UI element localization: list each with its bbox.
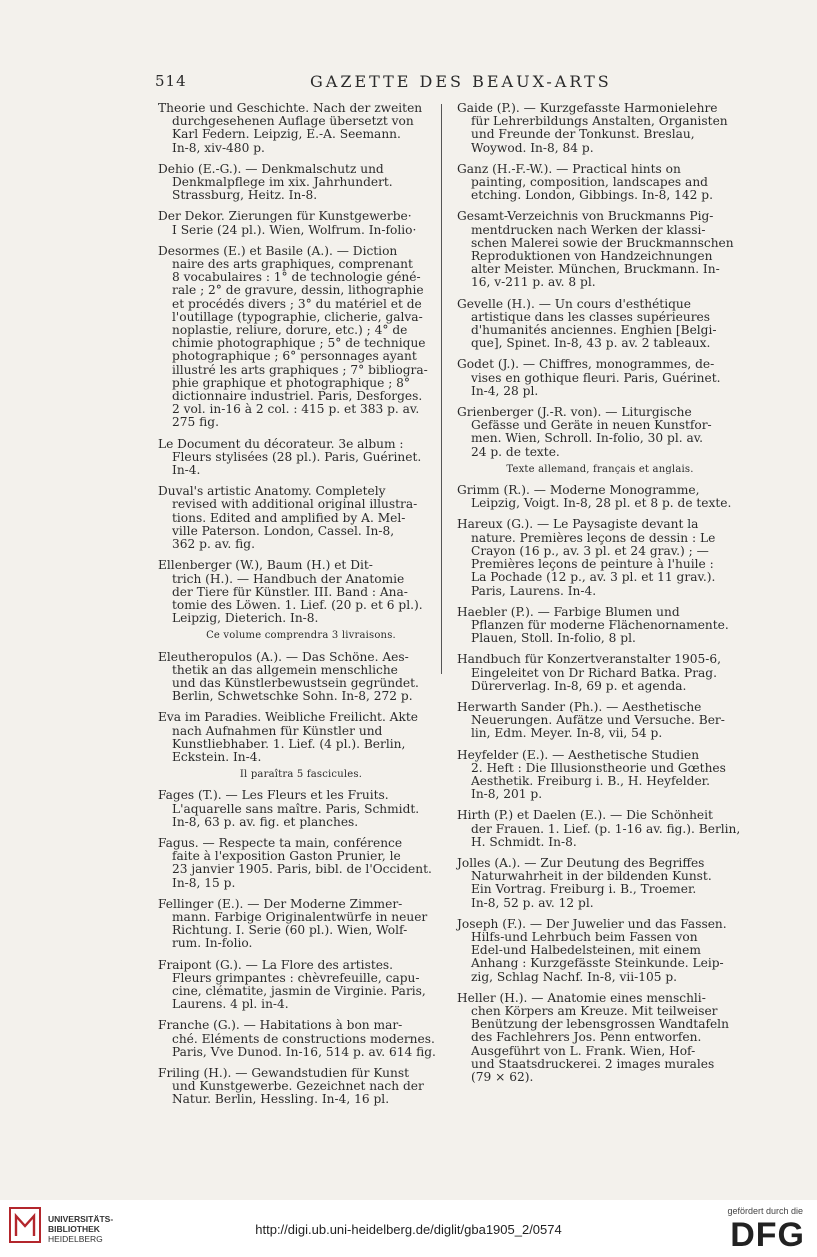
entry-line: schen Malerei sowie der Bruckmannschen	[471, 235, 734, 250]
entry-line: painting, composition, landscapes and	[471, 175, 708, 190]
bibliography-entry	[158, 438, 444, 478]
entry-line: Heller (H.). — Anatomie eines menschli-	[457, 990, 706, 1005]
entry-line: chimie photographique ; 5° de technique	[172, 336, 426, 351]
bibliography-entry	[457, 918, 743, 984]
funding-label: gefördert durch die	[727, 1206, 803, 1216]
entry-line: Eckstein. In-4.	[172, 749, 262, 764]
entry-line: chen Körpers am Kreuze. Mit teilweiser	[471, 1003, 718, 1018]
bibliography-entry	[158, 1067, 444, 1107]
left-column	[158, 102, 444, 1115]
entry-line: Ein Vortrag. Freiburg i. B., Troemer.	[471, 882, 697, 897]
entry-line: noplastie, reliure, dorure, etc.) ; 4° de	[172, 323, 408, 338]
entry-line: Reproduktionen von Handzeichnungen	[471, 249, 713, 264]
entry-line: Naturwahrheit in der bildenden Kunst.	[471, 869, 712, 884]
library-line: HEIDELBERG	[48, 1234, 103, 1244]
bibliography-entry	[158, 711, 444, 764]
bibliography-entry	[158, 102, 444, 155]
bibliography-entry	[158, 1019, 444, 1059]
entry-line: Karl Federn. Leipzig, E.-A. Seemann.	[172, 127, 401, 142]
entry-line: alter Meister. München, Bruckmann. In-	[471, 262, 720, 277]
bibliography-entry	[457, 701, 743, 741]
entry-line: rale ; 2° de gravure, dessin, lithographie	[172, 283, 424, 298]
entry-line: 275 fig.	[172, 415, 219, 430]
entry-line: ville Paterson. London, Cassel. In-8,	[172, 523, 395, 538]
entry-line: Fagus. — Respecte ta main, conférence	[158, 835, 403, 850]
entry-line: Paris, Laurens. In-4.	[471, 583, 597, 598]
entry-line: Fages (T.). — Les Fleurs et les Fruits.	[158, 788, 389, 803]
footer-bar	[0, 1200, 817, 1257]
entry-line: und Kunstgewerbe. Gezeichnet nach der	[172, 1079, 424, 1094]
entry-line: tions. Edited and amplified by A. Mel-	[172, 510, 406, 525]
entry-line: Benützung der lebensgrossen Wandtafeln	[471, 1017, 729, 1032]
bibliography-entry	[457, 484, 743, 510]
entry-line: (79 × 62).	[471, 1070, 534, 1084]
entry-line: Ellenberger (W.), Baum (H.) et Dit-	[158, 558, 373, 573]
entry-line: vises en gothique fleuri. Paris, Guérinet.	[471, 370, 721, 385]
entry-line: 362 p. av. fig.	[172, 537, 255, 552]
entry-line: tomie des Löwen. 1. Lief. (20 p. et 6 pl.).	[172, 597, 423, 612]
entry-line: illustré les arts graphiques ; 7° bibliogra-	[172, 362, 428, 377]
bibliography-entry	[457, 210, 743, 289]
bibliography-entry	[457, 992, 743, 1084]
entry-line: Eva im Paradies. Weibliche Freilicht. Akte	[158, 710, 418, 725]
entry-note: Il paraîtra 5 fascicules.	[239, 769, 363, 781]
entry-line: In-4.	[172, 463, 201, 478]
entry-line: photographique ; 6° personnages ayant	[172, 349, 417, 364]
entry-line: lin, Edm. Meyer. In-8, vii, 54 p.	[471, 726, 663, 741]
entry-line: Premières leçons de peinture à l'huile :	[471, 557, 714, 572]
bibliography-entry	[158, 959, 444, 1012]
entry-line: Joseph (F.). — Der Juwelier und das Fassen.	[457, 916, 727, 931]
bibliography-entry	[457, 857, 743, 910]
entry-line: In-8, 201 p.	[471, 787, 543, 802]
entry-line: naire des arts graphiques, comprenant	[172, 257, 413, 272]
entry-line: faite à l'exposition Gaston Prunier, le	[172, 849, 401, 864]
entry-line: trich (H.). — Handbuch der Anatomie	[172, 571, 405, 586]
entry-line: Franche (G.). — Habitations à bon mar-	[158, 1018, 403, 1033]
entry-line: artistique dans les classes supérieures	[471, 309, 710, 324]
entry-line: Berlin, Schwetschke Sohn. In-8, 272 p.	[172, 689, 413, 704]
entry-line: der Frauen. 1. Lief. (p. 1-16 av. fig.). Berlin,	[471, 821, 741, 836]
entry-line: Leipzig, Dieterich. In-8.	[172, 611, 319, 626]
entry-line: Crayon (16 p., av. 3 pl. et 24 grav.) ; —	[471, 543, 709, 558]
entry-line: Der Dekor. Zierungen für Kunstgewerbe·	[158, 209, 412, 224]
right-column	[457, 102, 743, 1092]
entry-line: Desormes (E.) et Basile (A.). — Diction	[158, 243, 398, 258]
entry-line: Gevelle (H.). — Un cours d'esthétique	[457, 296, 691, 311]
entry-line: und Freunde der Tonkunst. Breslau,	[471, 127, 695, 142]
source-url-link[interactable]: http://digi.ub.uni-heidelberg.de/diglit/gba1905_2/0574	[255, 1222, 562, 1237]
entry-line: Pflanzen für moderne Flächenornamente.	[471, 617, 729, 632]
entry-line: und das Künstlerbewustsein gegründet.	[172, 675, 419, 690]
entry-line: Eingeleitet von Dr Richard Batka. Prag.	[471, 665, 717, 680]
entry-line: Heyfelder (E.). — Aesthetische Studien	[457, 747, 700, 762]
library-line: UNIVERSITÄTS-	[48, 1214, 114, 1224]
bibliography-entry	[457, 809, 743, 849]
bibliography-entry	[457, 298, 743, 351]
entry-line: Ausgeführt von L. Frank. Wien, Hof-	[471, 1043, 696, 1058]
entry-line: L'aquarelle sans maître. Paris, Schmidt.	[172, 801, 420, 816]
entry-line: rum. In-folio.	[172, 936, 253, 951]
entry-line: Fleurs stylisées (28 pl.). Paris, Guérinet.	[172, 449, 422, 464]
entry-line: ché. Eléments de constructions modernes.	[172, 1031, 435, 1046]
entry-line: phie graphique et photographique ; 8°	[172, 375, 411, 390]
entry-line: Anhang : Kurzgefässte Steinkunde. Leip-	[471, 956, 724, 971]
entry-line: Edel-und Halbedelsteinen, mit einem	[471, 943, 701, 958]
entry-line: 24 p. de texte.	[471, 444, 560, 459]
entry-line: d'humanités anciennes. Enghien [Belgi-	[471, 323, 717, 338]
entry-line: der Tiere für Künstler. III. Band : Ana-	[172, 584, 408, 599]
page-header	[0, 72, 817, 94]
entry-line: thetik an das allgemein menschliche	[172, 662, 398, 677]
entry-line: revised with additional original illustra-	[172, 497, 418, 512]
entry-line: des Fachlehrers Jos. Penn entworfen.	[471, 1030, 702, 1045]
entry-line: nach Aufnahmen für Künstler und	[172, 723, 383, 738]
entry-line: etching. London, Gibbings. In-8, 142 p.	[471, 188, 713, 203]
entry-line: men. Wien, Schroll. In-folio, 30 pl. av.	[471, 431, 704, 446]
entry-line: 23 janvier 1905. Paris, bibl. de l'Occident.	[172, 862, 432, 877]
entry-line: Woywod. In-8, 84 p.	[471, 140, 594, 155]
entry-line: mentdrucken nach Werken der klassi-	[471, 222, 706, 237]
entry-line: La Pochade (12 p., av. 3 pl. et 11 grav.).	[471, 570, 716, 585]
entry-line: In-8, 52 p. av. 12 pl.	[471, 895, 594, 910]
entry-line: Jolles (A.). — Zur Deutung des Begriffes	[457, 855, 705, 870]
entry-line: und Staatsdruckerei. 2 images murales	[471, 1056, 715, 1071]
entry-line: 2. Heft : Die Illusionstheorie und Gœthes	[471, 760, 726, 775]
entry-line: Leipzig, Voigt. In-8, 28 pl. et 8 p. de texte.	[471, 496, 732, 511]
entry-line: Herwarth Sander (Ph.). — Aesthetische	[457, 699, 702, 714]
bibliography-entry	[457, 653, 743, 693]
entry-line: Denkmalpflege im xix. Jahrhundert.	[172, 175, 393, 190]
bibliography-entry	[457, 606, 743, 646]
entry-line: mann. Farbige Originalentwürfe in neuer	[172, 909, 428, 924]
entry-line: Aesthetik. Freiburg i. B., H. Heyfelder.	[471, 773, 711, 788]
entry-line: Fraipont (G.). — La Flore des artistes.	[158, 957, 394, 972]
entry-line: Grimm (R.). — Moderne Monogramme,	[457, 483, 700, 498]
entry-line: cine, clématite, jasmin de Virginie. Paris,	[172, 983, 426, 998]
entry-line: In-8, 63 p. av. fig. et planches.	[172, 814, 359, 829]
entry-line: für Lehrerbildungs Anstalten, Organisten	[471, 114, 728, 129]
entry-line: Hareux (G.). — Le Paysagiste devant la	[457, 517, 699, 532]
entry-line: Fleurs grimpantes : chèvrefeuille, capu-	[172, 970, 420, 985]
bibliography-entry	[158, 837, 444, 890]
entry-line: Le Document du décorateur. 3e album :	[158, 436, 404, 451]
entry-line: 8 vocabulaires : 1° de technologie géné-	[172, 270, 421, 285]
entry-line: Neuerungen. Aufätze und Versuche. Ber-	[471, 713, 725, 728]
bibliography-entry	[457, 102, 743, 155]
entry-note: Ce volume comprendra 3 livraisons.	[206, 630, 396, 642]
entry-line: Fellinger (E.). — Der Moderne Zimmer-	[158, 896, 403, 911]
entry-line: In-8, xiv-480 p.	[172, 140, 265, 155]
entry-line: I Serie (24 pl.). Wien, Wolfrum. In-folio·	[172, 222, 417, 237]
entry-line: 16, v-211 p. av. 8 pl.	[471, 275, 596, 290]
entry-line: In-4, 28 pl.	[471, 383, 539, 398]
bibliography-entry	[158, 898, 444, 951]
entry-line: Handbuch für Konzertveranstalter 1905-6,	[457, 652, 722, 667]
bibliography-entry	[158, 210, 444, 236]
entry-line: 2 vol. in-16 à 2 col. : 415 p. et 383 p. av.	[172, 402, 420, 417]
entry-line: Hilfs-und Lehrbuch beim Fassen von	[471, 929, 698, 944]
entry-line: zig, Schlag Nachf. In-8, vii-105 p.	[471, 969, 678, 984]
entry-line: Dehio (E.-G.). — Denkmalschutz und	[158, 161, 384, 176]
bibliography-entry	[457, 163, 743, 203]
entry-line: l'outillage (typographie, clicherie, galva-	[172, 309, 423, 324]
entry-line: Duval's artistic Anatomy. Completely	[158, 484, 386, 499]
bibliography-entry	[158, 485, 444, 551]
bibliography-entry	[158, 245, 444, 430]
bibliography-entry	[158, 651, 444, 704]
entry-line: Natur. Berlin, Hessling. In-4, 16 pl.	[172, 1092, 390, 1107]
page-number: 514	[155, 72, 187, 90]
library-line: BIBLIOTHEK	[48, 1224, 100, 1234]
bibliography-entry	[158, 559, 444, 625]
entry-line: Gaide (P.). — Kurzgefasste Harmonielehre	[457, 101, 718, 115]
bibliography-entry	[457, 358, 743, 398]
entry-line: Gefässe und Geräte in neuen Kunstfor-	[471, 418, 712, 433]
entry-line: Ganz (H.-F.-W.). — Practical hints on	[457, 161, 681, 176]
entry-line: Strassburg, Heitz. In-8.	[172, 188, 318, 203]
entry-line: que], Spinet. In-8, 43 p. av. 2 tableaux.	[471, 336, 711, 351]
entry-line: H. Schmidt. In-8.	[471, 834, 577, 849]
entry-line: Theorie und Geschichte. Nach der zweiten	[158, 101, 423, 115]
bibliography-entry	[158, 789, 444, 829]
entry-line: Dürerverlag. In-8, 69 p. et agenda.	[471, 678, 687, 693]
bibliography-entry	[158, 163, 444, 203]
entry-line: In-8, 15 p.	[172, 875, 236, 890]
dfg-logo[interactable]: DFG	[730, 1216, 805, 1254]
running-title: GAZETTE DES BEAUX-ARTS	[310, 72, 612, 91]
entry-line: Haebler (P.). — Farbige Blumen und	[457, 604, 680, 619]
entry-line: Richtung. I. Serie (60 pl.). Wien, Wolf-	[172, 923, 408, 938]
entry-line: Hirth (P.) et Daelen (E.). — Die Schönheit	[457, 808, 713, 823]
bibliography-entry	[457, 518, 743, 597]
entry-line: Gesamt-Verzeichnis von Bruckmanns Pig-	[457, 209, 714, 224]
entry-line: Eleutheropulos (A.). — Das Schöne. Aes-	[158, 649, 409, 664]
column-divider	[441, 104, 442, 674]
entry-line: Grienberger (J.-R. von). — Liturgische	[457, 405, 692, 420]
entry-line: durchgesehenen Auflage übersetzt von	[172, 114, 414, 129]
entry-line: nature. Premières leçons de dessin : Le	[471, 530, 716, 545]
entry-line: Friling (H.). — Gewandstudien für Kunst	[158, 1066, 410, 1080]
entry-line: Kunstliebhaber. 1. Lief. (4 pl.). Berlin,	[172, 736, 406, 751]
bibliography-entry	[457, 406, 743, 459]
entry-line: Laurens. 4 pl. in-4.	[172, 997, 289, 1012]
bibliography-entry	[457, 749, 743, 802]
entry-line: Plauen, Stoll. In-folio, 8 pl.	[471, 631, 636, 646]
entry-line: Paris, Vve Dunod. In-16, 514 p. av. 614 fig.	[172, 1044, 436, 1059]
entry-line: et procédés divers ; 3° du matériel et de	[172, 296, 422, 311]
entry-line: dictionnaire industriel. Paris, Desforges.	[172, 389, 423, 404]
entry-note: Texte allemand, français et anglais.	[506, 463, 694, 475]
entry-line: Godet (J.). — Chiffres, monogrammes, de-	[457, 357, 715, 372]
